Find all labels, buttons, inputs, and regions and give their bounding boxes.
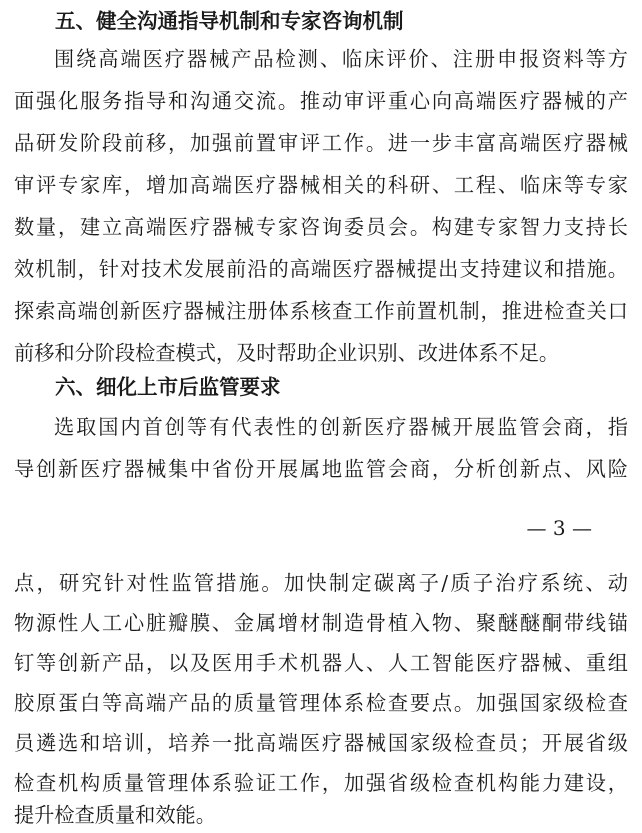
text-line: 效机制，针对技术发展前沿的高端医疗器械提出支持建议和措施。 [14, 257, 628, 281]
section-heading-6: 六、细化上市后监管要求 [55, 375, 281, 399]
text-line: 前移和分阶段检查模式，及时帮助企业识别、改进体系不足。 [14, 341, 560, 365]
page-number: — 3 — [526, 516, 592, 540]
text-line: 提升检查质量和效能。 [14, 803, 216, 827]
text-line: 点，研究针对性监管措施。加快制定碳离子/质子治疗系统、动 [14, 571, 628, 595]
text-line: 员遴选和培训，培养一批高端医疗器械国家级检查员；开展省级 [14, 731, 628, 755]
text-line: 选取国内首创等有代表性的创新医疗器械开展监管会商，指 [54, 415, 628, 439]
text-line: 钉等创新产品，以及医用手术机器人、人工智能医疗器械、重组 [14, 651, 628, 675]
section-heading-5: 五、健全沟通指导机制和专家咨询机制 [55, 9, 404, 33]
text-line: 品研发阶段前移，加强前置审评工作。进一步丰富高端医疗器械 [14, 131, 628, 155]
text-line: 胶原蛋白等高端产品的质量管理体系检查要点。加强国家级检查 [14, 691, 628, 715]
text-line: 审评专家库，增加高端医疗器械相关的科研、工程、临床等专家 [14, 173, 628, 197]
text-line: 物源性人工心脏瓣膜、金属增材制造骨植入物、聚醚醚酮带线锚 [14, 611, 628, 635]
text-line: 导创新医疗器械集中省份开展属地监管会商，分析创新点、风险 [14, 457, 628, 481]
text-line: 探索高端创新医疗器械注册体系核查工作前置机制，推进检查关口 [14, 299, 628, 323]
text-line: 数量，建立高端医疗器械专家咨询委员会。构建专家智力支持长 [14, 215, 628, 239]
text-line: 围绕高端医疗器械产品检测、临床评价、注册申报资料等方 [54, 47, 628, 71]
text-line: 检查机构质量管理体系验证工作，加强省级检查机构能力建设， [14, 771, 628, 795]
text-line: 面强化服务指导和沟通交流。推动审评重心向高端医疗器械的产 [14, 89, 628, 113]
